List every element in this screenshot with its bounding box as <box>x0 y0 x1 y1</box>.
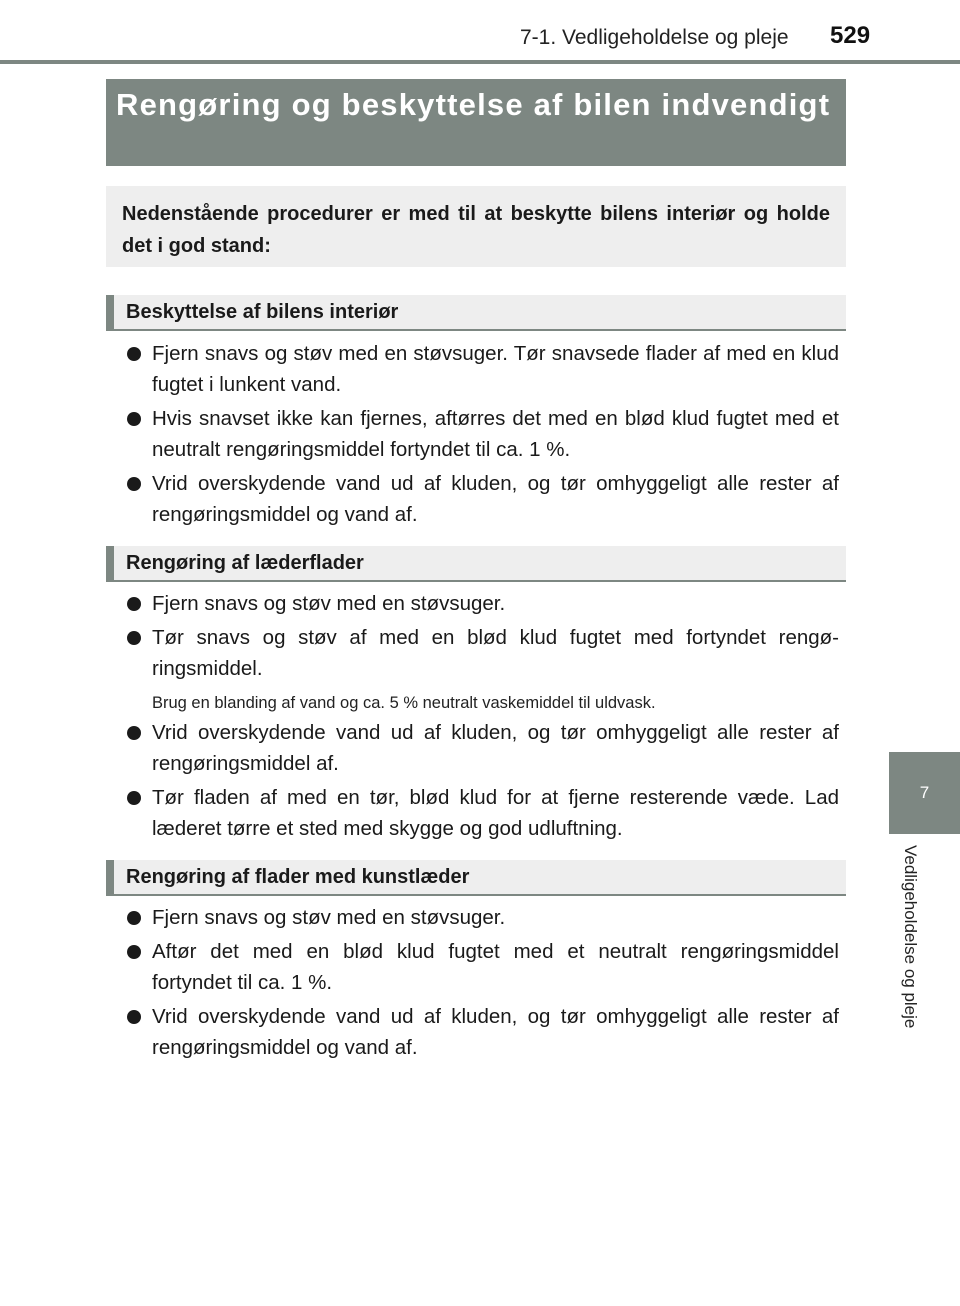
page-title: Rengøring og beskyttelse af bilen indvendigt <box>106 79 846 166</box>
section-heading-leather: Rengøring af læderflader <box>106 546 846 582</box>
bullet-list-leather <box>127 588 839 687</box>
list-item <box>127 782 839 844</box>
bullet-icon <box>127 945 141 959</box>
list-item <box>127 902 839 933</box>
bullet-icon <box>127 791 141 805</box>
list-item <box>127 338 839 400</box>
bullet-list-synthetic-leather <box>127 902 839 1066</box>
bullet-icon <box>127 726 141 740</box>
list-item <box>127 403 839 465</box>
header-rule <box>0 60 960 64</box>
list-item <box>127 468 839 530</box>
list-item-text: Tør fladen af med en tør, blød klud for at fjerne resterende væde. Lad læderet tørre et sted med skygge og god udluftning. <box>152 786 839 840</box>
bullet-icon <box>127 477 141 491</box>
bullet-icon <box>127 911 141 925</box>
bullet-icon <box>127 1010 141 1024</box>
list-item <box>127 1001 839 1063</box>
list-item-text: Aftør det med en blød klud fugtet med et neutralt rengøringsmiddel fortyndet til ca. 1 %. <box>152 940 839 994</box>
list-item-text: Hvis snavset ikke kan fjernes, aftørres det med en blød klud fugtet med et neutralt rengøringsmiddel fortyndet til ca. 1 %. <box>152 407 839 461</box>
section-heading-interior: Beskyttelse af bilens interiør <box>106 295 846 331</box>
page-number: 529 <box>830 22 871 49</box>
list-item-text: Fjern snavs og støv med en støvsuger. <box>152 592 506 615</box>
section-heading-synthetic-leather: Rengøring af flader med kunstlæder <box>106 860 846 896</box>
list-item-text: Vrid overskydende vand ud af kluden, og tør omhyggeligt alle rester af rengøringsmiddel og vand af. <box>152 472 839 526</box>
list-item-text: Tør snavs og støv af med en blød klud fugtet med fortyndet rengøringsmiddel. <box>152 626 839 680</box>
bullet-icon <box>127 597 141 611</box>
bullet-list-interior <box>127 338 839 533</box>
running-header: 7-1. Vedligeholdelse og pleje <box>520 26 789 49</box>
list-item <box>127 936 839 998</box>
chapter-label: Vedligeholdelse og pleje <box>901 845 920 1029</box>
bullet-icon <box>127 631 141 645</box>
bullet-icon <box>127 412 141 426</box>
list-item-text: Vrid overskydende vand ud af kluden, og tør omhyggeligt alle rester af rengøringsmiddel af. <box>152 721 839 775</box>
list-item <box>127 717 839 779</box>
bullet-icon <box>127 347 141 361</box>
chapter-number: 7 <box>919 783 930 802</box>
list-item <box>127 622 839 684</box>
list-item-text: Fjern snavs og støv med en støvsuger. Tør snavsede flader af med en klud fugtet i lunkent vand. <box>152 342 839 396</box>
bullet-list-leather-continued <box>127 717 839 847</box>
chapter-tab <box>889 752 960 834</box>
note-text: Brug en blanding af vand og ca. 5 % neutralt vaskemiddel til uldvask. <box>152 694 656 712</box>
list-item-text: Vrid overskydende vand ud af kluden, og tør omhyggeligt alle rester af rengøringsmiddel og vand af. <box>152 1005 839 1059</box>
list-item-text: Fjern snavs og støv med en støvsuger. <box>152 906 506 929</box>
intro-text: Nedenstående procedurer er med til at beskytte bilens interiør og holde det i god stand: <box>106 186 846 267</box>
list-item <box>127 588 839 619</box>
